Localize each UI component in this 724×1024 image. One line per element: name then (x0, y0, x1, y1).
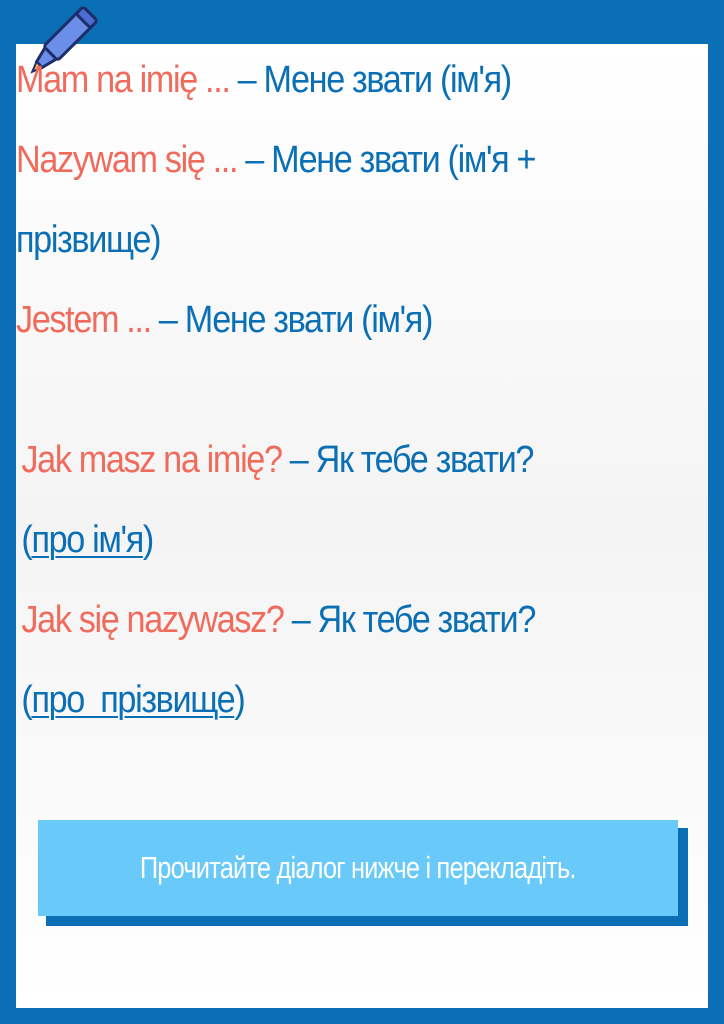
ukrainian-translation: Мене звати (ім'я) (263, 59, 511, 101)
instruction-box (38, 820, 678, 916)
phrase-line (16, 132, 535, 188)
ukrainian-translation: прізвище) (16, 219, 161, 261)
instruction-text: Прочитайте діалог нижче і перекладіть. (140, 850, 576, 885)
ukrainian-translation: Мене звати (ім'я + (271, 139, 536, 181)
question-note (21, 672, 244, 728)
ukrainian-question: Як тебе звати? (315, 439, 534, 481)
note-text: про ім'я (31, 519, 143, 561)
phrase-line (16, 52, 511, 108)
ukrainian-question: Як тебе звати? (317, 599, 535, 641)
ukrainian-translation: Мене звати (ім'я) (184, 299, 433, 341)
phrase-line-continuation (16, 212, 160, 268)
polish-phrase: Jestem ... (16, 299, 151, 341)
polish-phrase: Mam na imię ... (16, 59, 230, 101)
dash: – (150, 299, 185, 341)
polish-question: Jak się nazywasz? (21, 599, 284, 641)
dash: – (237, 139, 272, 181)
polish-phrase: Nazywam się ... (16, 139, 238, 181)
polish-question: Jak masz na imię? (21, 439, 282, 481)
question-note (21, 512, 153, 568)
note-text: про прізвище (31, 679, 235, 721)
dash: – (281, 439, 316, 481)
paren-open: ( (21, 679, 32, 721)
dash: – (283, 599, 318, 641)
question-line (21, 432, 533, 488)
question-line (21, 592, 535, 648)
phrase-line (16, 292, 432, 348)
paren-close: ) (142, 519, 153, 561)
paren-close: ) (234, 679, 245, 721)
paren-open: ( (21, 519, 32, 561)
dash: – (229, 59, 264, 101)
